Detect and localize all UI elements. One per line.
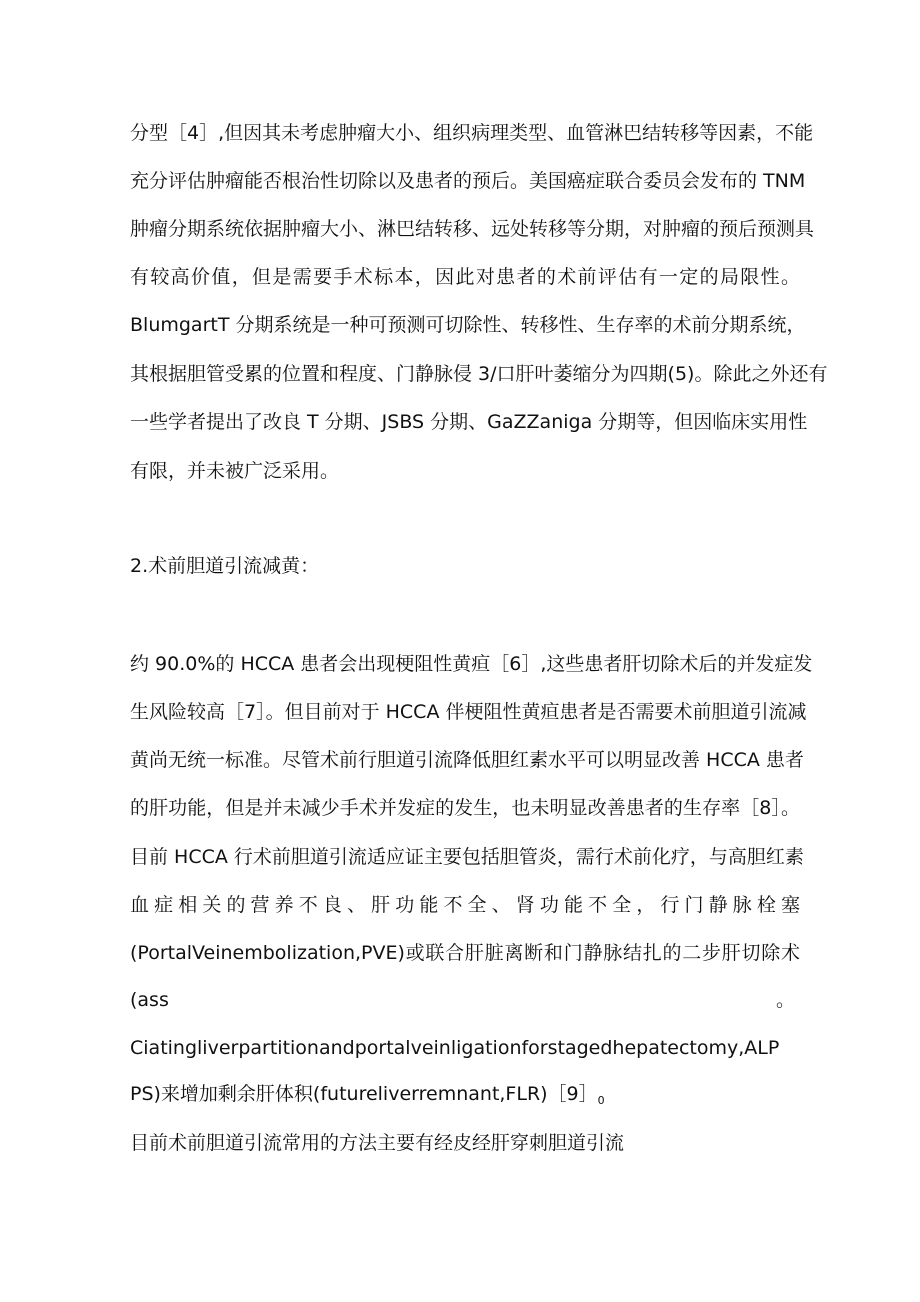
paragraph-line: (ass (130, 989, 169, 1011)
paragraph-line: BlumgartT 分期系统是一种可预测可切除性、转移性、生存率的术前分期系统， (130, 314, 806, 336)
paragraph-line: 肿瘤分期系统依据肿瘤大小、淋巴结转移、远处转移等分期，对肿瘤的预后预测具 (130, 218, 815, 240)
paragraph-line (130, 1082, 800, 1113)
paragraph-line: 分型［4］,但因其未考虑肿瘤大小、组织病理类型、血管淋巴结转移等因素，不能 (130, 122, 814, 144)
section-heading: 2.术前胆道引流减黄： (130, 555, 320, 577)
paragraph-line: (PortalVeinembolization,PVE)或联合肝脏离断和门静脉结扎的二步肝切除术 (130, 942, 800, 964)
paragraph-line: 有较高价值，但是需要手术标本，因此对患者的术前评估有一定的局限性。 (130, 266, 800, 288)
paragraph-line: 血症相关的营养不良、肝功能不全、肾功能不全，行门静脉栓塞 (130, 894, 800, 916)
paragraph-line: 其根据胆管受累的位置和程度、门静脉侵 3/口肝叶萎缩分为四期(5)。除此之外还有 (130, 363, 828, 385)
subscript-zero: 0 (597, 1094, 605, 1107)
paragraph-line: 目前术前胆道引流常用的方法主要有经皮经肝穿刺胆道引流 (130, 1132, 625, 1154)
paragraph-line: 一些学者提出了改良 T 分期、JSBS 分期、GaZZaniga 分期等，但因临床实用性 (130, 411, 808, 433)
paragraph-line: 约 90.0%的 HCCA 患者会出现梗阻性黄疸［6］,这些患者肝切除术后的并发症发 (130, 653, 813, 675)
paragraph-line: 有限，并未被广泛采用。 (130, 460, 340, 482)
trailing-period: 。 (776, 989, 796, 1011)
paragraph-line-text: PS)来增加剩余肝体积(futureliverremnant,FLR)［9］ (130, 1083, 598, 1105)
paragraph-line: 生风险较高［7］。但目前对于 HCCA 伴梗阻性黄疸患者是否需要术前胆道引流减 (130, 701, 807, 723)
paragraph-line: 的肝功能，但是并未减少手术并发症的发生，也未明显改善患者的生存率［8］。 (130, 797, 800, 819)
paragraph-line: 黄尚无统一标准。尽管术前行胆道引流降低胆红素水平可以明显改善 HCCA 患者 (130, 749, 804, 771)
paragraph-line: 目前 HCCA 行术前胆道引流适应证主要包括胆管炎，需行术前化疗，与高胆红素 (130, 846, 804, 868)
paragraph-line: Ciatingliverpartitionandportalveinligationforstagedhepatectomy,ALP (130, 1037, 780, 1059)
paragraph-line: 充分评估肿瘤能否根治性切除以及患者的预后。美国癌症联合委员会发布的 TNM (130, 170, 806, 192)
